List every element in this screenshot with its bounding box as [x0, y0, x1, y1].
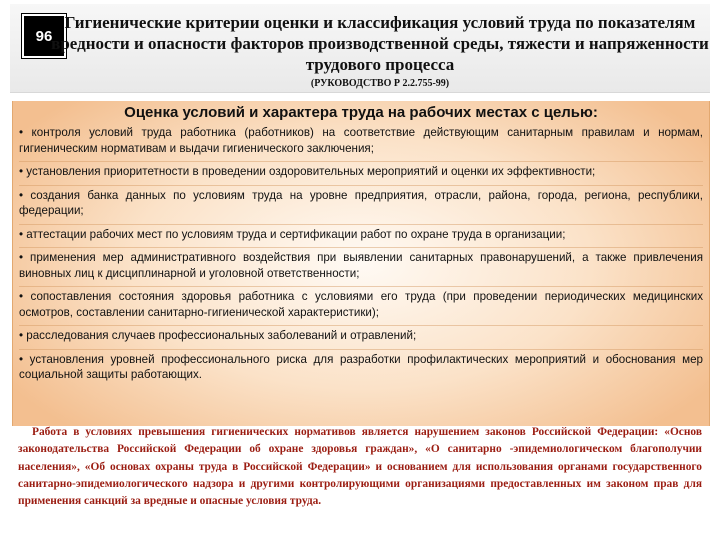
bullet-item: • применения мер административного воздействия при выявлении санитарных правонарушений, а также привлечения виновных лиц к дисциплинарной и уголовной ответственности; [19, 248, 703, 287]
bullet-item: • аттестации рабочих мест по условиям труда и сертификации работ по охране труда в организации; [19, 225, 703, 249]
bullet-item: • контроля условий труда работника (работников) на соответствие действующим санитарным правилам и нормам, гигиеническим нормативам и выдачи гигиенического заключения; [19, 123, 703, 162]
slide-subtitle: (РУКОВОДСТВО Р 2.2.755-99) [310, 78, 450, 89]
slide-header [10, 4, 710, 93]
bullet-item: • создания банка данных по условиям труда на уровне предприятия, отрасли, района, города, региона, республики, федерации; [19, 186, 703, 225]
purpose-panel [12, 101, 710, 426]
legal-note: Работа в условиях превышения гигиенических нормативов является нарушением законов Российской Федерации: «Основ законодательства Российской Федерации об охране здоровья граждан», «О санитарно -эпидемиологическом благополучии населения», «Об основах охраны труда в Российской Федерации» и основанием для использования органами государственного санитарно-эпидемиологического надзора и другими контролирующими организациями предоставленных им законом прав для применения санкций за вредные и опасные условия труда. [18, 426, 702, 508]
slide-number-badge: 96 [22, 14, 66, 58]
bullet-item: • установления приоритетности в проведении оздоровительных мероприятий и оценки их эффективности; [19, 162, 703, 186]
panel-heading: Оценка условий и характера труда на рабочих местах с целью: [124, 104, 598, 121]
bullet-item: • расследования случаев профессиональных заболеваний и отравлений; [19, 326, 703, 350]
bullet-item: • сопоставления состояния здоровья работника с условиями его труда (при проведении периодических медицинских осмотров, составлении санитарно-гигиенической характеристики); [19, 287, 703, 326]
slide-title: Гигиенические критерии оценки и классификация условий труда по показателям вредности и опасности факторов производственной среды, тяжести и напряженности трудового процесса [51, 13, 709, 74]
bullet-item: • установления уровней профессионального риска для разработки профилактических мероприятий и обоснования мер социальной защиты работающих. [19, 352, 703, 381]
